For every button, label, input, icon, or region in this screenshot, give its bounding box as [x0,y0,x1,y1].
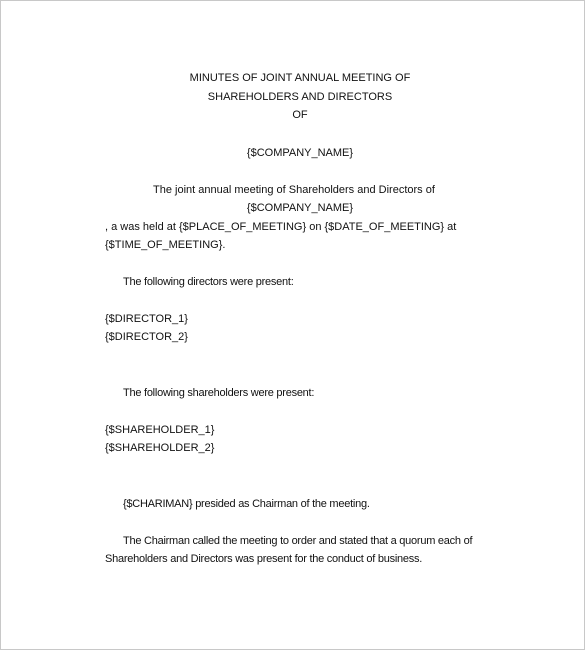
shareholders-heading: The following shareholders were present: [123,387,315,399]
shareholder-item: {$SHAREHOLDER_2} [105,442,215,454]
intro-line-1: The joint annual meeting of Shareholders and Directors of [153,184,435,196]
title-line-1: MINUTES OF JOINT ANNUAL MEETING OF [189,72,411,84]
quorum-line-1: The Chairman called the meeting to order and stated that a quorum each of [123,535,473,547]
intro-line-3: , a was held at {$PLACE_OF_MEETING} on {$DATE_OF_MEETING} at [105,221,457,233]
intro-line-2: {$COMPANY_NAME} [246,202,354,214]
quorum-line-2: Shareholders and Directors was present for the conduct of business. [105,553,423,565]
director-item: {$DIRECTOR_2} [105,331,188,343]
chairman-line: {$CHARIMAN} presided as Chairman of the meeting. [123,498,370,510]
shareholder-item: {$SHAREHOLDER_1} [105,424,215,436]
intro-line-4: {$TIME_OF_MEETING}. [105,239,226,251]
directors-heading: The following directors were present: [123,276,294,288]
company-name: {$COMPANY_NAME} [246,147,354,159]
director-item: {$DIRECTOR_1} [105,313,188,325]
title-line-2: SHAREHOLDERS AND DIRECTORS [207,91,393,103]
title-line-3: OF [292,109,308,121]
